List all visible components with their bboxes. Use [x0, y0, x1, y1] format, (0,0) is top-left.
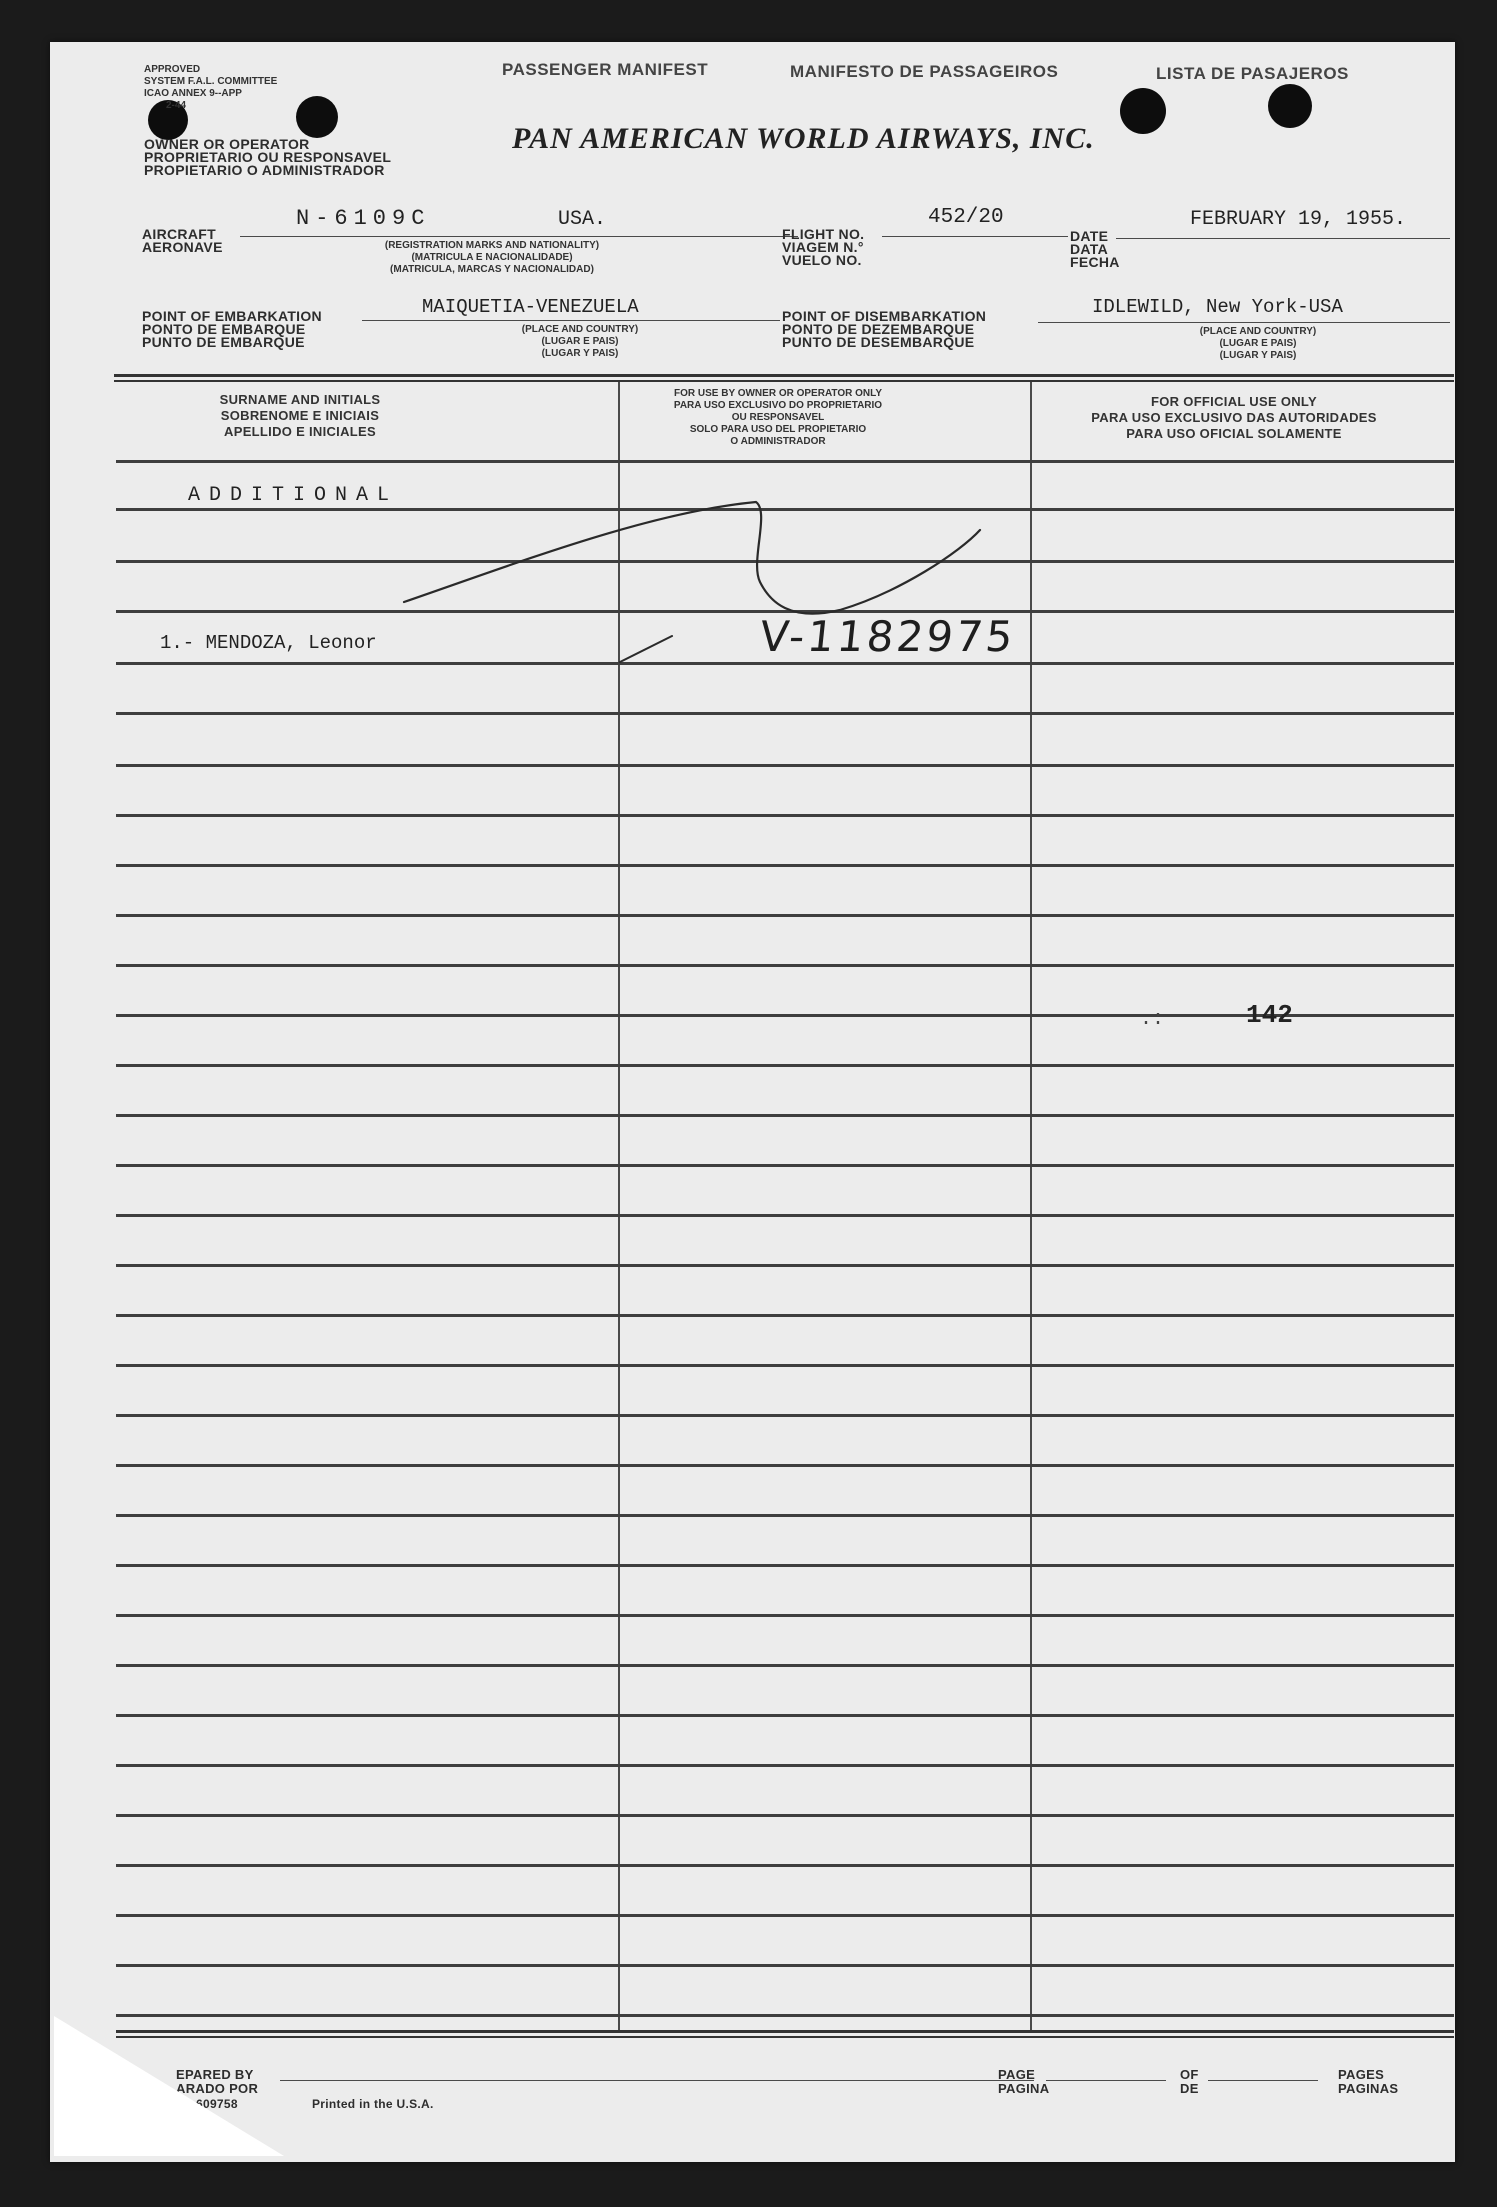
- disembarkation-label-es: PUNTO DE DESEMBARQUE: [782, 334, 975, 350]
- disembarkation-sub-pt: (LUGAR E PAIS): [1219, 338, 1297, 349]
- row-rule: [116, 1614, 1454, 1617]
- date-label-en: DATE: [1070, 228, 1109, 244]
- embarkation-label-es: PUNTO DE EMBARQUE: [142, 334, 305, 350]
- column-header-name-es: APELLIDO E INICIALES: [224, 424, 376, 439]
- aircraft-sub-pt: (MATRICULA E NACIONALIDADE): [411, 252, 573, 263]
- date-label-es: FECHA: [1070, 254, 1120, 270]
- disembarkation-value: IDLEWILD, New York-USA: [1092, 296, 1343, 318]
- prepared-by-en: EPARED BY: [176, 2067, 254, 2082]
- pages-label-pt: PAGINAS: [1338, 2081, 1399, 2096]
- aircraft-nationality: USA.: [558, 208, 607, 231]
- embarkation-sub-en: (PLACE AND COUNTRY): [521, 324, 639, 335]
- title-spanish: LISTA DE PASAJEROS: [1156, 64, 1349, 83]
- row-rule: [116, 1764, 1454, 1767]
- flight-label-pt: VIAGEM N.°: [782, 239, 864, 255]
- column-header-name-en: SURNAME AND INITIALS: [219, 392, 381, 407]
- aircraft-sub-en: (REGISTRATION MARKS AND NATIONALITY): [384, 240, 600, 251]
- row-rule: [116, 1564, 1454, 1567]
- disembarkation-label-pt: PONTO DE DEZEMBARQUE: [782, 321, 975, 337]
- column-header-operator-pt2: OU RESPONSAVEL: [731, 412, 825, 423]
- of-underline: [1208, 2080, 1318, 2081]
- date-value: FEBRUARY 19, 1955.: [1190, 208, 1407, 231]
- column-header-operator-pt: PARA USO EXCLUSIVO DO PROPRIETARIO: [673, 400, 883, 411]
- title-portuguese: MANIFESTO DE PASSAGEIROS: [790, 62, 1059, 81]
- row-rule: [116, 964, 1454, 967]
- row-rule: [116, 864, 1454, 867]
- handwritten-scribble: [50, 42, 1455, 742]
- flight-label-es: VUELO NO.: [782, 252, 862, 268]
- row-rule: [116, 1114, 1454, 1117]
- column-header-operator-es2: O ADMINISTRADOR: [730, 436, 826, 447]
- column-header-operator-en: FOR USE BY OWNER OR OPERATOR ONLY: [674, 388, 882, 399]
- of-label-pt: DE: [1180, 2081, 1199, 2096]
- visa-number: V-1182975: [757, 612, 1019, 661]
- disembarkation-sub-es: (LUGAR Y PAIS): [1219, 350, 1297, 361]
- row-rule: [116, 1814, 1454, 1817]
- row-rule: [116, 1064, 1454, 1067]
- title-english: PASSENGER MANIFEST: [502, 60, 709, 79]
- folded-corner: [54, 2016, 284, 2156]
- row-rule: [116, 1514, 1454, 1517]
- row-rule: [116, 1864, 1454, 1867]
- of-label-en: OF: [1180, 2067, 1199, 2082]
- approval-line: APPROVED: [144, 64, 201, 75]
- flight-number: 452/20: [928, 206, 1004, 229]
- page-label-pt: PAGINA: [998, 2081, 1050, 2096]
- approval-line: SYSTEM F.A.L. COMMITTEE: [144, 76, 278, 87]
- form-number: 609758: [196, 2097, 238, 2111]
- row-rule: [116, 1314, 1454, 1317]
- additional-heading: ADDITIONAL: [188, 484, 399, 507]
- row-rule: [116, 814, 1454, 817]
- table-bottom-rule: [116, 2036, 1454, 2038]
- operator-label-en: OWNER OR OPERATOR: [144, 136, 310, 152]
- row-rule: [116, 1964, 1454, 1967]
- row-rule: [116, 1214, 1454, 1217]
- page-underline: [1046, 2080, 1166, 2081]
- row-rule: [116, 1914, 1454, 1917]
- row-rule: [116, 1464, 1454, 1467]
- disembarkation-sub-en: (PLACE AND COUNTRY): [1199, 326, 1317, 337]
- row-rule: [116, 914, 1454, 917]
- embarkation-sub-pt: (LUGAR E PAIS): [541, 336, 619, 347]
- manifest-sheet: [50, 42, 1455, 2162]
- aircraft-registration: N-6109C: [296, 206, 431, 231]
- approval-line: 2-44: [166, 100, 187, 111]
- pages-label-en: PAGES: [1338, 2067, 1385, 2082]
- passenger-entry: 1.- MENDOZA, Leonor: [160, 632, 377, 654]
- approval-line: ICAO ANNEX 9--APP: [144, 88, 242, 99]
- printed-in: Printed in the U.S.A.: [312, 2097, 434, 2111]
- row-rule: [116, 1714, 1454, 1717]
- column-header-operator-es: SOLO PARA USO DEL PROPIETARIO: [689, 424, 867, 435]
- column-header-official-en: FOR OFFICIAL USE ONLY: [1151, 394, 1317, 409]
- date-label-pt: DATA: [1070, 241, 1109, 257]
- embarkation-value: MAIQUETIA-VENEZUELA: [422, 296, 639, 318]
- airline-name: PAN AMERICAN WORLD AIRWAYS, INC.: [512, 122, 1095, 155]
- official-mark: 142: [1246, 1000, 1293, 1030]
- flight-label-en: FLIGHT NO.: [782, 226, 865, 242]
- aircraft-label-pt: AERONAVE: [142, 239, 223, 255]
- row-rule: [116, 764, 1454, 767]
- operator-label-es: PROPIETARIO O ADMINISTRADOR: [144, 162, 385, 178]
- disembarkation-label-en: POINT OF DISEMBARKATION: [782, 308, 987, 324]
- of-label: [1180, 2068, 1199, 2096]
- official-dots: .:: [1140, 1008, 1165, 1031]
- row-rule: [116, 1414, 1454, 1417]
- embarkation-label-pt: PONTO DE EMBARQUE: [142, 321, 306, 337]
- page-label: [998, 2068, 1049, 2096]
- column-header-name-pt: SOBRENOME E INICIAIS: [220, 408, 380, 423]
- page-label-en: PAGE: [998, 2067, 1036, 2082]
- row-rule: [116, 1264, 1454, 1267]
- prepared-by-es: ARADO POR: [176, 2081, 259, 2096]
- table-bottom-rule: [116, 2030, 1454, 2033]
- embarkation-sub-es: (LUGAR Y PAIS): [541, 348, 619, 359]
- aircraft-label-en: AIRCRAFT: [142, 226, 216, 242]
- row-rule: [116, 1364, 1454, 1367]
- row-rule: [116, 2014, 1454, 2017]
- embarkation-label-en: POINT OF EMBARKATION: [142, 308, 322, 324]
- aircraft-sub-es: (MATRICULA, MARCAS Y NACIONALIDAD): [390, 264, 594, 275]
- row-rule: [116, 1164, 1454, 1167]
- pages-label: [1338, 2068, 1398, 2096]
- operator-label-pt: PROPRIETARIO OU RESPONSAVEL: [144, 149, 392, 165]
- row-rule: [116, 1664, 1454, 1667]
- prepared-underline: [280, 2080, 1034, 2081]
- column-header-official-pt: PARA USO EXCLUSIVO DAS AUTORIDADES: [1091, 410, 1377, 425]
- column-header-official-es: PARA USO OFICIAL SOLAMENTE: [1126, 426, 1342, 441]
